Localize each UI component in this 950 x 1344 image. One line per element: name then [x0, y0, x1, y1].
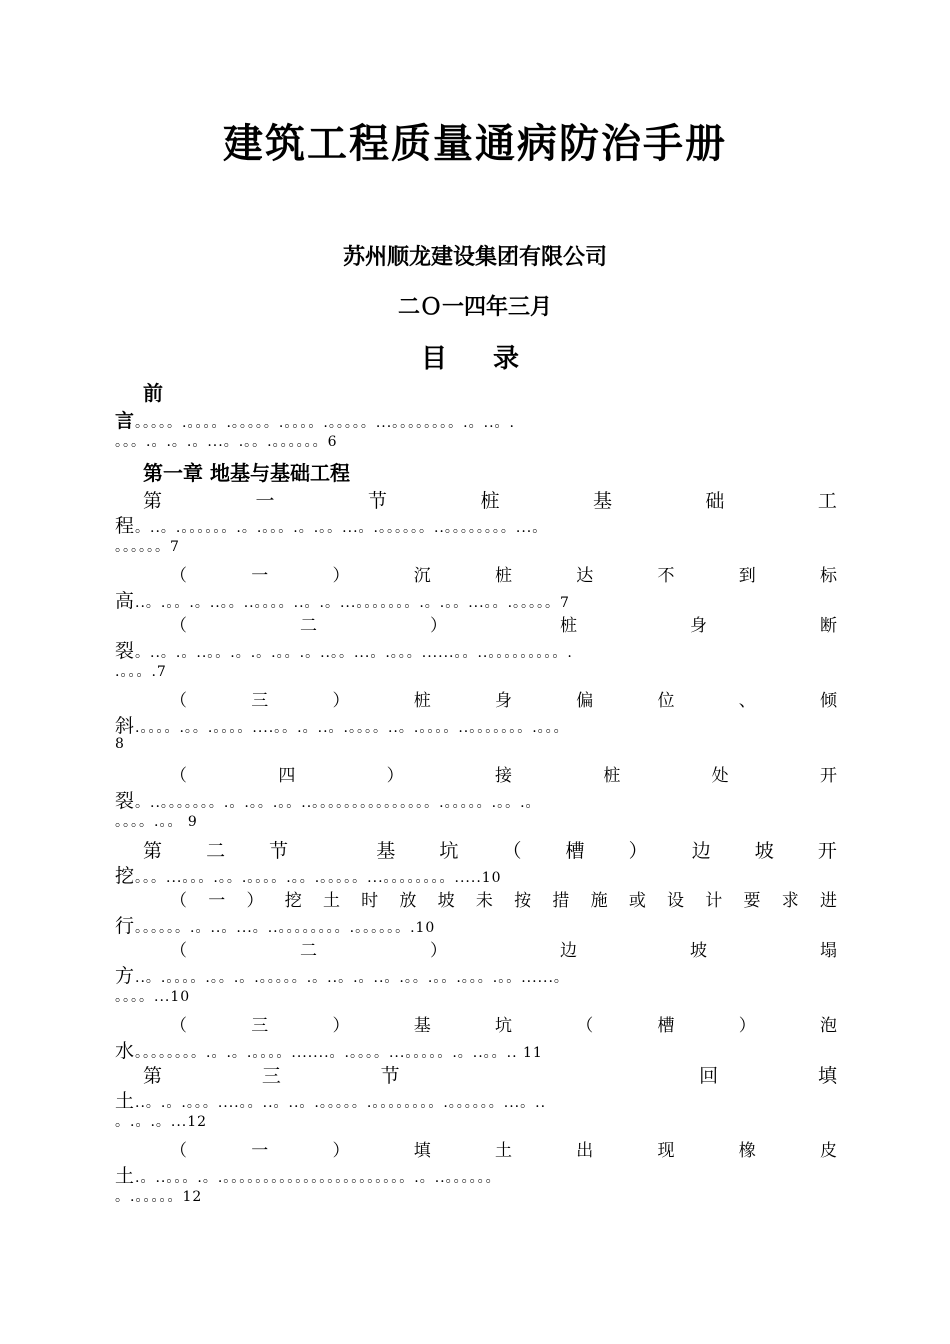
- title-char: ）: [332, 1141, 350, 1161]
- toc-entry-title-line: [115, 761, 837, 786]
- title-char: 坡: [437, 891, 455, 911]
- toc-entry-title-line: [115, 1061, 837, 1086]
- toc-entry-title-line: [115, 836, 837, 861]
- title-char: 未: [475, 891, 493, 911]
- toc-leader-line: [115, 586, 837, 611]
- preface-leader-line[interactable]: [115, 406, 837, 431]
- title-char: （: [502, 840, 522, 861]
- title-char: 计: [705, 891, 723, 911]
- document-title: 建筑工程质量通病防治手册: [223, 120, 727, 167]
- title-last-char: 裂: [115, 640, 136, 661]
- preface-char-2: 言: [115, 410, 136, 431]
- title-char: 不: [657, 566, 675, 586]
- title-char: 二: [300, 941, 317, 961]
- title-char: 、: [738, 691, 756, 711]
- title-char: （: [170, 566, 187, 586]
- title-char: 设: [667, 891, 685, 911]
- chapter-1-heading[interactable]: 第一章 地基与基础工程: [143, 460, 350, 485]
- title-char: 按: [514, 891, 532, 911]
- title-char: 一: [255, 490, 275, 511]
- title-char: 工: [817, 490, 837, 511]
- toc-leader-line: [115, 1086, 837, 1111]
- toc-entry-title-line: [115, 611, 837, 636]
- toc-entry-title-line: [115, 1136, 837, 1161]
- title-char: 二: [206, 840, 226, 861]
- title-char: 塌: [820, 941, 837, 961]
- title-char: 槽: [565, 840, 585, 861]
- title-char: 断: [820, 616, 837, 636]
- title-char: ）: [386, 766, 404, 786]
- toc-entry-s2-2[interactable]: [115, 936, 837, 1011]
- toc-entries: [115, 486, 837, 1211]
- leader-page-number: 。.。.。...12: [115, 1114, 208, 1130]
- toc-leader-line: [115, 861, 837, 886]
- title-char: 四: [278, 766, 296, 786]
- title-char: 身: [495, 691, 512, 711]
- title-char: 现: [657, 1141, 675, 1161]
- title-char: 节: [380, 1065, 400, 1086]
- toc-entry-s2-1[interactable]: [115, 886, 837, 936]
- toc-entry-s2[interactable]: [115, 836, 837, 886]
- leader-dots: 。..。.。。。。。。.。.。。。.。.。。...。.。。。。。。..。。。。。。。。...。: [135, 520, 548, 536]
- title-char: 填: [817, 1065, 837, 1086]
- title-char: 桩: [413, 691, 431, 711]
- title-char: 皮: [820, 1141, 837, 1161]
- leader-dots: 。。。。。。.。..。...。..。。。。。。。。.。。。。。。.10: [135, 920, 436, 936]
- title-char: 出: [576, 1141, 594, 1161]
- title-char: 基: [413, 1016, 431, 1036]
- title-char: 三: [251, 691, 269, 711]
- title-last-char: 行: [115, 915, 136, 936]
- title-char: 坡: [754, 840, 774, 861]
- title-char: 三: [251, 1016, 269, 1036]
- title-char: 要: [743, 891, 761, 911]
- title-char: 基: [592, 490, 612, 511]
- title-char: （: [170, 766, 187, 786]
- leader-dots: 。。。...。。。.。。.。。。。.。。.。。。。。...。。。。。。。。.....10: [135, 870, 502, 886]
- title-char: 第: [143, 490, 163, 511]
- leader-page-number: .。。。.7: [115, 664, 167, 680]
- title-char: 槽: [657, 1016, 675, 1036]
- title-char: 土: [495, 1141, 512, 1161]
- toc-heading: 目 录: [420, 344, 529, 374]
- title-char: 一: [251, 566, 269, 586]
- leader-page-number: 8: [115, 736, 125, 752]
- leader-page-number: 。。。。。。7: [115, 539, 180, 555]
- title-char: （: [170, 691, 187, 711]
- toc-entry-s1-3[interactable]: [115, 686, 837, 761]
- title-char: ）: [332, 1016, 350, 1036]
- title-char: 开: [819, 766, 837, 786]
- title-char: 处: [711, 766, 729, 786]
- title-last-char: 土: [115, 1165, 136, 1186]
- toc-entry-title-line: [115, 936, 837, 961]
- title-char: 一: [208, 891, 226, 911]
- toc-leader-line: [115, 1161, 837, 1186]
- title-char: （: [170, 616, 187, 636]
- title-char: 或: [628, 891, 646, 911]
- title-char: 础: [705, 490, 725, 511]
- title-char: ）: [332, 691, 350, 711]
- table-of-contents: [115, 376, 837, 1211]
- title-char: ）: [332, 566, 350, 586]
- title-char: 边: [691, 840, 711, 861]
- title-last-char: 裂: [115, 790, 136, 811]
- title-char: 放: [399, 891, 417, 911]
- title-char: 基: [376, 840, 396, 861]
- leader-dots: .。。。。.。。.。。。。....。。.。..。.。。。。..。.。。。。..。。。。。。。.。。。: [135, 720, 569, 736]
- leader-dots: ..。.。。.。..。。..。。。。..。.。...。。。。。。。.。.。。...。。.。。。。。7: [135, 595, 570, 611]
- toc-entry-title-line: [115, 686, 837, 711]
- title-last-char: 程: [115, 515, 136, 536]
- title-char: 桩: [560, 616, 577, 636]
- title-char: 节: [269, 840, 289, 861]
- title-char: 到: [738, 566, 756, 586]
- title-char: 边: [560, 941, 577, 961]
- title-char: ）: [738, 1016, 756, 1036]
- toc-leader-line: [115, 786, 837, 811]
- preface-page-line: 。。。.。.。.。...。.。。.。。。。。。6: [115, 434, 338, 450]
- toc-entry-title-line: [115, 886, 837, 911]
- leader-dots: 。。。。。。。。.。.。.。。。。.......。.。。。。...。。。。。.。..。。.. 11: [135, 1045, 543, 1061]
- leader-page-number: 。。。。.。。 9: [115, 814, 198, 830]
- title-char: 坡: [690, 941, 707, 961]
- title-char: 挖: [284, 891, 302, 911]
- title-last-char: 方: [115, 965, 136, 986]
- toc-entry-title-line: [115, 1011, 837, 1036]
- toc-entry-s1[interactable]: [115, 486, 837, 561]
- leader-dots: .。..。。。.。.。。。。。。。。。。。。。。。。。。。。。。。.。..。。。。。。: [135, 1170, 501, 1186]
- title-char: 三: [261, 1065, 281, 1086]
- title-char: 填: [413, 1141, 431, 1161]
- title-char: 二: [300, 616, 317, 636]
- title-char: 第: [143, 1065, 163, 1086]
- title-char: 位: [657, 691, 675, 711]
- title-char: 第: [143, 840, 163, 861]
- title-char: 身: [690, 616, 707, 636]
- title-char: 接: [494, 766, 512, 786]
- title-last-char: 土: [115, 1090, 136, 1111]
- title-char: 桩: [495, 566, 512, 586]
- title-char: 倾: [820, 691, 837, 711]
- preface-char-1: 前: [143, 380, 163, 405]
- title-char: 开: [817, 840, 837, 861]
- toc-leader-line: [115, 636, 837, 661]
- title-char: （: [170, 1016, 187, 1036]
- toc-leader-line: [115, 511, 837, 536]
- toc-entry-s2-3[interactable]: [115, 1011, 837, 1061]
- title-char: 时: [361, 891, 379, 911]
- title-last-char: 挖: [115, 865, 136, 886]
- title-char: 土: [322, 891, 340, 911]
- title-char: 标: [820, 566, 837, 586]
- title-char: ）: [246, 891, 264, 911]
- toc-entry-s1-2[interactable]: [115, 611, 837, 686]
- toc-entry-title-line: [115, 486, 837, 511]
- leader-page-number: 。。。。...10: [115, 989, 191, 1005]
- title-char: 坑: [495, 1016, 512, 1036]
- title-last-char: 水: [115, 1040, 136, 1061]
- title-char: 施: [590, 891, 608, 911]
- title-char: （: [170, 941, 187, 961]
- title-char: 回: [699, 1065, 719, 1086]
- company-name: 苏州顺龙建设集团有限公司: [342, 244, 607, 270]
- title-char: 节: [367, 490, 387, 511]
- title-char: 求: [781, 891, 799, 911]
- toc-leader-line: [115, 1036, 837, 1061]
- toc-leader-line: [115, 711, 837, 736]
- document-date: 二Ｏ一四年三月: [397, 294, 552, 320]
- toc-entry-s3[interactable]: [115, 1061, 837, 1136]
- toc-leader-line: [115, 911, 837, 936]
- title-char: （: [170, 1141, 187, 1161]
- leader-dots: 。..。.。..。。.。.。.。。.。..。。...。.。。。......。。..。。。。。。。。。.: [135, 645, 573, 661]
- leader-dots: 。..。。。。。。。.。.。。.。。..。。。。。。。。。。。。。。。.。。。。。.。。.。: [135, 795, 541, 811]
- leader-page-number: 。.。。。。。12: [115, 1189, 203, 1205]
- title-last-char: 高: [115, 590, 136, 611]
- title-char: （: [170, 891, 187, 911]
- toc-entry-s1-1[interactable]: [115, 561, 837, 611]
- toc-leader-line: [115, 961, 837, 986]
- title-char: 桩: [603, 766, 621, 786]
- leader-dots: ..。.。.。。。....。。..。..。.。。。。。.。。。。。。。。.。。。。。。...。..: [135, 1095, 547, 1111]
- title-char: 进: [819, 891, 837, 911]
- preface-dots: 。。。。。.。。。。.。。。。。.。。。。.。。。。。...。。。。。。。。.。..。.: [135, 415, 515, 431]
- toc-entry-title-line: [115, 561, 837, 586]
- title-char: 达: [576, 566, 594, 586]
- title-char: 橡: [738, 1141, 756, 1161]
- toc-entry-s3-1[interactable]: [115, 1136, 837, 1211]
- title-char: 沉: [413, 566, 431, 586]
- title-char: 措: [552, 891, 570, 911]
- leader-dots: ..。.。。。。.。。.。.。。。。。.。..。.。..。.。。.。。.。。。.。。......。: [135, 970, 569, 986]
- title-last-char: 斜: [115, 715, 136, 736]
- title-char: 坑: [439, 840, 459, 861]
- title-char: ）: [430, 616, 447, 636]
- title-char: 泡: [820, 1016, 837, 1036]
- preface-heading[interactable]: [115, 376, 837, 406]
- title-char: （: [576, 1016, 594, 1036]
- title-char: 偏: [576, 691, 594, 711]
- toc-entry-s1-4[interactable]: [115, 761, 837, 836]
- title-char: 一: [251, 1141, 269, 1161]
- title-char: ）: [628, 840, 648, 861]
- title-char: ）: [430, 941, 447, 961]
- title-char: 桩: [480, 490, 500, 511]
